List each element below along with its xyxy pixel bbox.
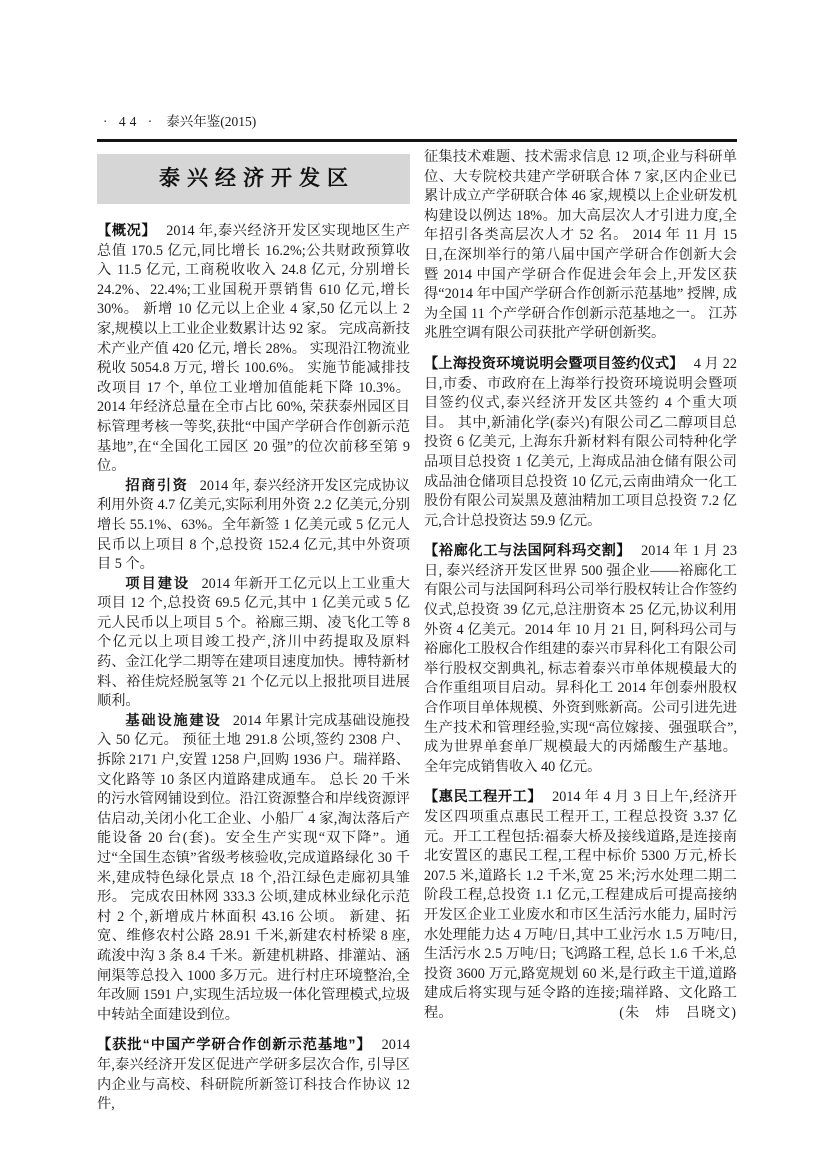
entry-head-shanghai-signing: 【上海投资环境说明会暨项目签约仪式】 bbox=[424, 355, 684, 372]
author-byline: (朱 炜 吕晓文) bbox=[619, 1004, 737, 1021]
page-number: · 44 · bbox=[103, 114, 157, 129]
book-title: 泰兴年鉴(2015) bbox=[166, 114, 257, 129]
entry-head-demo-base: 【获批“中国产学研合作创新示范基地”】 bbox=[97, 1037, 372, 1054]
sub-head-projects: 项目建设 bbox=[125, 575, 191, 592]
paragraph-demo-base-continued bbox=[424, 148, 737, 344]
paragraph-overview bbox=[97, 222, 410, 477]
section-title-box bbox=[97, 154, 410, 204]
left-column bbox=[97, 148, 410, 1115]
paragraph-shanghai-signing bbox=[424, 355, 737, 531]
paragraph-infrastructure bbox=[97, 712, 410, 1026]
entry-head-arkema: 【裕廊化工与法国阿科玛交割】 bbox=[424, 543, 632, 560]
header-rule bbox=[97, 139, 737, 142]
paragraph-project-construction bbox=[97, 575, 410, 712]
paragraph-investment-attraction bbox=[97, 477, 410, 575]
page-content bbox=[97, 112, 737, 1115]
entry-text: 征集技术难题、技术需求信息 12 项,企业与科研单位、大专院校共建产学研联合体 7 家,区内企业已累计成立产学研联合体 46 家,规模以上企业研发机构建设以例达 18%。加大高层次人才引进力度,全年招引各类高层次人才 52 名。 2014 年 11 月 15 日,在深圳举行的第八届中国产学研合作创新大会暨 2014 中国产学研合作促进会年会上,开发区获得“2014 年中国产学研合作创新示范基地” 授牌, 成为全国 11 个产学研合作创新示范基地之一。 江苏兆胜空调有限公司获批产学研创新奖。 bbox=[424, 149, 737, 342]
entry-text: 2014 年,泰兴经济开发区促进产学研多层次合作, 引导区内企业与高校、科研院所新签订科技合作协议 12 件, bbox=[97, 1037, 410, 1113]
entry-head-overview: 【概况】 bbox=[97, 223, 157, 239]
entry-text: 4 月 22 日,市委、市政府在上海举行投资环境说明会暨项目签约仪式,泰兴经济开发区共签约 4 个重大项目。 其中,新浦化学(泰兴)有限公司乙二醇项目总投资 6 亿美元, 上海东升新材料有限公司特种化学品项目总投资 1 亿美元, 上海成品油仓储有限公司成品油仓储项目总投资 10 亿元,云南曲靖众一化工股份有限公司炭黑及蒽油精加工项目总投资 7.2 亿元,合计总投资达 59.9 亿元。 bbox=[424, 355, 737, 529]
right-column bbox=[424, 148, 737, 1115]
sub-text: 2014 年新开工亿元以上工业重大项目 12 个,总投资 69.5 亿元,其中 1 亿美元或 5 亿元人民币以上项目 5 个。裕廊三期、凌飞化工等 8 个亿元以上项目竣工投产,济川中药提取及原料药、金江化学二期等在建项目速度加快。博特新材料、裕佳烷烃脱氢等 21 个亿元以上报批项目进展顺利。 bbox=[97, 575, 410, 710]
entry-text: 2014 年 1 月 23 日, 泰兴经济开发区世界 500 强企业——裕廊化工有限公司与法国阿科玛公司举行股权转让合作签约仪式,总投资 39 亿元,总注册资本 25 亿元,协议利用外资 4 亿美元。2014 年 10 月 21 日, 阿科玛公司与裕廊化工股权合作组建的泰兴市昇科化工有限公司举行股权交割典礼, 标志着泰兴市单体规模最大的合作重组项目启动。昇科化工 2014 年创泰州股权合作项目单体规模、外资到账新高。公司引进先进生产技术和管理经验,实现“高位嫁接、强强联合”,成为世界单套单厂规模最大的丙烯酸生产基地。 全年完成销售收入 40 亿元。 bbox=[424, 543, 737, 775]
sub-head-infrastructure: 基础设施建设 bbox=[125, 712, 222, 729]
sub-head-investment: 招商引资 bbox=[125, 477, 189, 494]
page-header bbox=[97, 112, 737, 132]
sub-text: 2014 年, 泰兴经济开发区完成协议利用外资 4.7 亿美元,实际利用外资 2.2 亿美元,分别增长 55.1%、63%。全年新签 1 亿美元或 5 亿元人民币以上项目 8 个,总投资 152.4 亿元,其中外资项目 5 个。 bbox=[97, 477, 410, 573]
paragraph-welfare-projects bbox=[424, 788, 737, 1023]
paragraph-demo-base bbox=[97, 1036, 410, 1114]
paragraph-arkema-handover bbox=[424, 542, 737, 777]
entry-text: 2014 年,泰兴经济开发区实现地区生产总值 170.5 亿元,同比增长 16.2%;公共财政预算收入 11.5 亿元, 工商税收收入 24.8 亿元, 分别增长 24.2%、22.4%;工业国税开票销售 610 亿元,增长 30%。 新增 10 亿元以上企业 4 家,50 亿元以上 2 家,规模以上工业企业数累计达 92 家。 完成高新技术产业产值 420 亿元, 增长 28%。 实现沿江物流业税收 5054.8 万元, 增长 100.6%。 实施节能减排技改项目 17 个, 单位工业增加值能耗下降 10.3%。2014 年经济总量在全市占比 60%, 荣获泰州园区目标管理考核一等奖,获批“中国产学研合作创新示范基地”,在“全国化工园区 20 强”的位次前移至第 9 位。 bbox=[97, 223, 410, 475]
sub-text: 2014 年累计完成基础设施投入 50 亿元。 预征土地 291.8 公顷,签约 2308 户、拆除 2171 户,安置 1258 户,回购 1936 户。瑞祥路、文化路等 10 条区内道路建成通车。 总长 20 千米的污水管网铺设到位。沿江资源整合和岸线资源评估启动,关闭小化工企业、小船厂 4 家,淘汰落后产能设备 20 台(套)。安全生产实现“双下降”。通过“全国生态镇”省级考核验收,完成道路绿化 30 千米,建成特色绿化景点 18 个,沿江绿色走廊初具雏形。 完成农田林网 333.3 公顷,建成林业绿化示范村 2 个,新增成片林面积 43.16 公顷。 新建、拓宽、维修农村公路 28.91 千米,新建农村桥梁 8 座,疏浚中沟 3 条 8.4 千米。新建机耕路、排灌站、涵闸渠等总投入 1000 多万元。进行村庄环境整治,全年改厕 1591 户,实现生活垃圾一体化管理模式,垃圾中转站全面建设到位。 bbox=[97, 712, 410, 1023]
section-title: 泰兴经济开发区 bbox=[159, 167, 355, 191]
two-column-body bbox=[97, 148, 737, 1115]
entry-head-welfare: 【惠民工程开工】 bbox=[424, 789, 543, 806]
entry-text: 2014 年 4 月 3 日上午,经济开发区四项重点惠民工程开工, 工程总投资 3.37 亿元。开工工程包括:福泰大桥及接线道路,是连接南北安置区的惠民工程,工程中标价 5300 万元,桥长 207.5 米,道路长 1.2 千米,宽 25 米;污水处理二期二阶段工程,总投资 1.1 亿元,工程建成后可提高接纳开发区企业工业废水和市区生活污水能力, 届时污水处理能力达 4 万吨/日,其中工业污水 1.5 万吨/日,生活污水 2.5 万吨/日; 飞鸿路工程, 总长 1.6 千米,总投资 3600 万元,路宽规划 60 米,是行政主干道,道路建成后将实现与延令路的连接;瑞祥路、文化路工程。 bbox=[424, 789, 737, 1021]
